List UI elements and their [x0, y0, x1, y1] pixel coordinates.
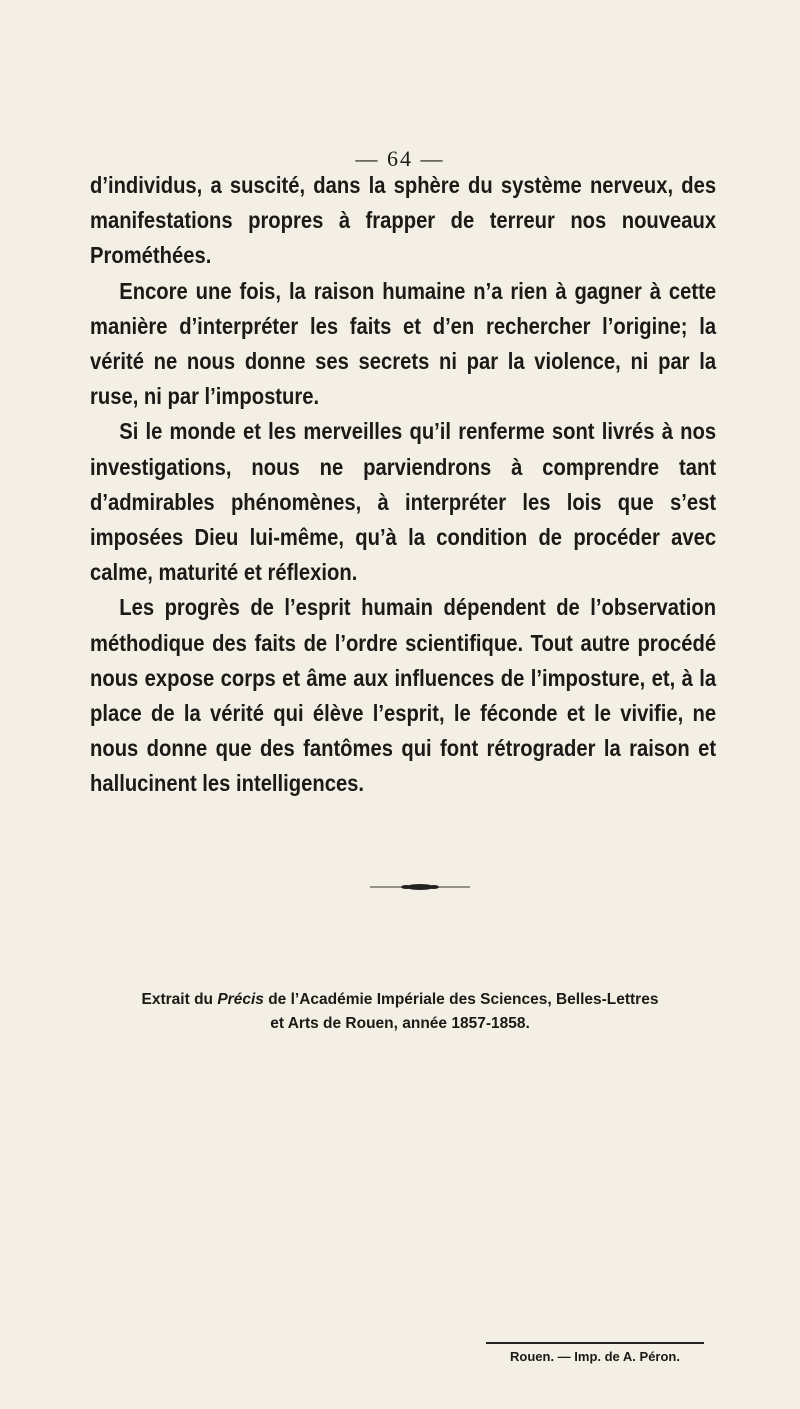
printer-imprint: Rouen. — Imp. de A. Péron.	[510, 1349, 680, 1364]
paragraph-2: Encore une fois, la raison humaine n’a rien à gagner à cette manière d’interpréter les faits et d’en rechercher l’origine; la vérité ne nous donne ses secrets ni par la violence, ni par la ruse, ni par l’imposture.	[90, 277, 717, 410]
credit-rest: de l’Académie Impériale des Sciences, Belles-Lettres	[268, 991, 659, 1008]
paragraph-4: Les progrès de l’esprit humain dépendent de l’observation méthodique des faits de l’ordre scientifique. Tout autre procédé nous expose corps et âme aux influences de l’imposture, et, à la place de la vérité qui élève l’esprit, le féconde et le vivifie, ne nous donne que des fantômes qui font rétrograder la raison et hallucinent les intelligences.	[90, 594, 717, 797]
publication-credit	[0, 988, 800, 1036]
credit-title: Précis	[217, 991, 264, 1008]
credit-line-1	[0, 988, 800, 1012]
ornament-divider	[370, 883, 470, 891]
page-number: — 64 —	[355, 146, 445, 171]
printer-rule	[486, 1342, 704, 1344]
paragraph-3: Si le monde et les merveilles qu’il renferme sont livrés à nos investigations, nous ne parviendrons à comprendre tant d’admirables phénomènes, à interpréter les lois que s’est imposées Dieu lui-même, qu’à la condition de procéder avec calme, maturité et réflexion.	[90, 418, 717, 586]
paragraph-1: d’individus, a suscité, dans la sphère du système nerveux, des manifestations propres à frapper de terreur nos nouveaux Prométhées.	[90, 172, 717, 269]
credit-prefix: Extrait du	[141, 991, 214, 1008]
main-text	[90, 168, 716, 802]
credit-line-2: et Arts de Rouen, année 1857-1858.	[270, 1015, 530, 1032]
